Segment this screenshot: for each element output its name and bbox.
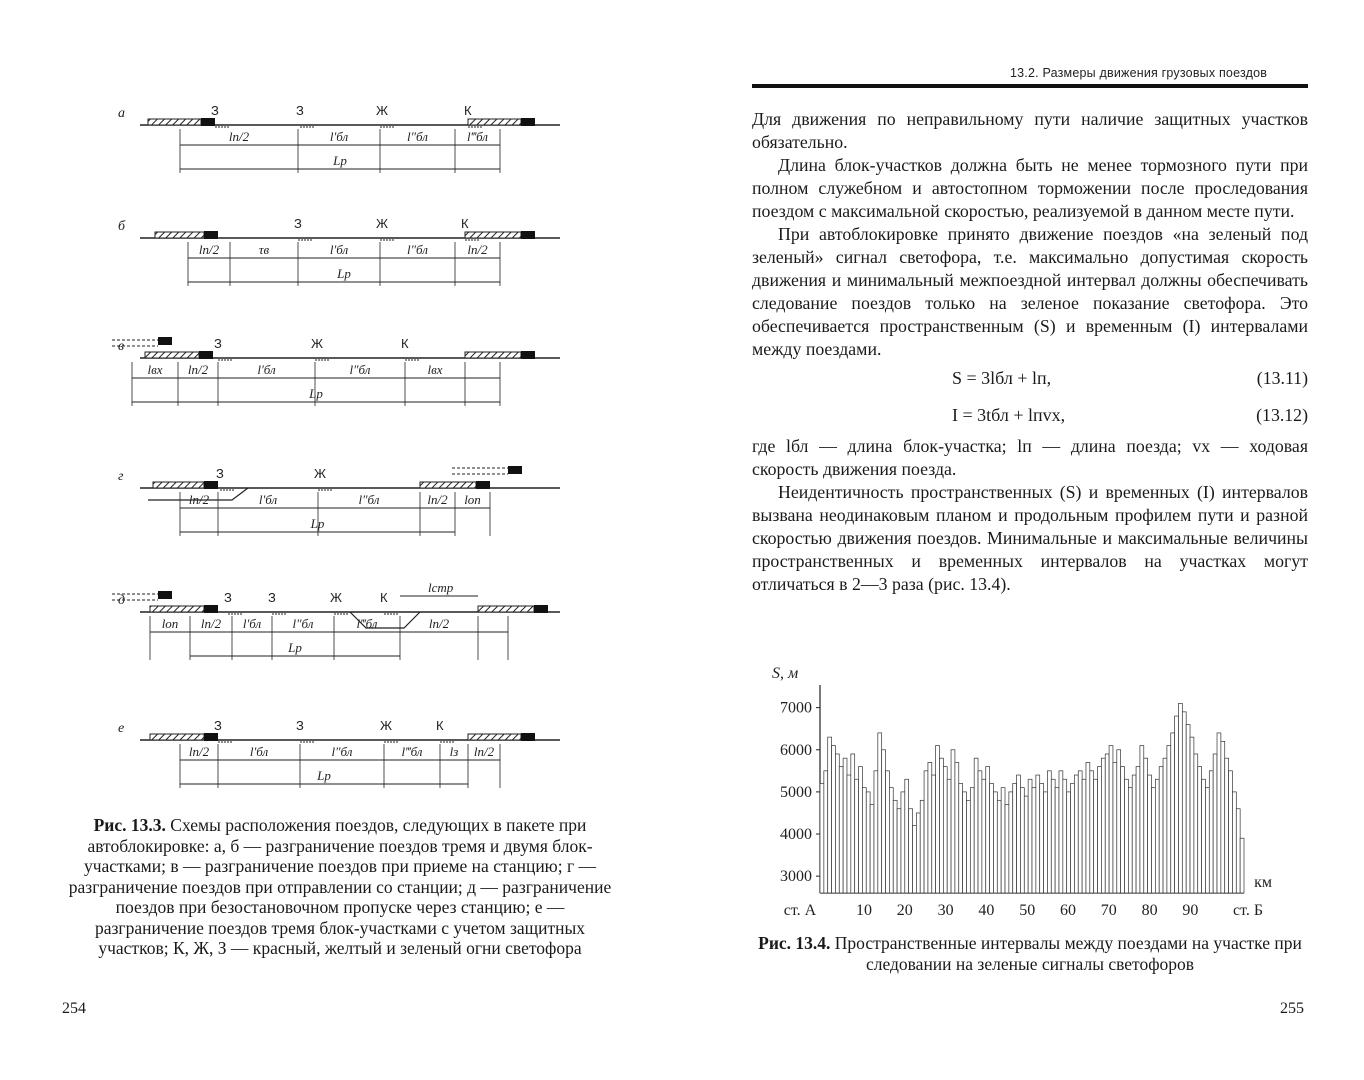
bar — [1067, 792, 1071, 893]
train-body — [145, 352, 199, 358]
segment-label: lп/2 — [188, 744, 210, 759]
bar — [1175, 716, 1179, 893]
bar — [1090, 771, 1094, 893]
train-body — [148, 119, 201, 125]
x-end-label: ст. Б — [1232, 902, 1264, 919]
figure-13-4-caption — [752, 933, 1308, 975]
bar — [859, 767, 863, 893]
x-tick-label: 40 — [978, 902, 995, 919]
bar — [839, 767, 843, 893]
bar — [1163, 758, 1167, 893]
bar — [1005, 805, 1009, 893]
bar — [997, 800, 1001, 893]
diagram-row-5 — [112, 580, 560, 660]
diagram-row-2 — [118, 216, 560, 286]
bar — [1086, 762, 1090, 893]
signal-label: З — [268, 590, 276, 605]
signal-label: К — [436, 718, 444, 733]
train-body — [150, 734, 204, 740]
bar — [1125, 779, 1129, 893]
bar — [1167, 746, 1171, 893]
bar — [1202, 779, 1206, 893]
signal-label: З — [294, 216, 302, 231]
paragraph-1: Для движения по неправильному пути наличие защитных участков обязательно. — [752, 109, 1308, 152]
bar — [955, 762, 959, 893]
signal-label: Ж — [330, 590, 343, 605]
bar — [982, 779, 986, 893]
bar — [1240, 838, 1244, 893]
bar — [828, 737, 832, 893]
figure-13-4-text: Пространственные интервалы между поездами на участке при следовании на зеленые сигналы светофоров — [830, 933, 1302, 974]
locomotive — [204, 231, 218, 239]
signal-label: К — [401, 336, 409, 351]
paragraph-3: При автоблокировке принято движение поездов «на зеленый под зеленый» сигнал светофора, т.е. максимально допустимая скорость движения и минимальный межпоездной интервал должны обеспечивать следование поездов только на зеленое показание светофора. Это обеспечивается пространственным (S) и временным (I) интервалами между поездами. — [752, 224, 1308, 359]
bar — [951, 750, 955, 893]
segment-label: l″бл — [358, 492, 380, 507]
x-tick-label: 70 — [1100, 902, 1117, 919]
running-head: 13.2. Размеры движения грузовых поездов — [1010, 66, 1268, 80]
x-tick-label: 50 — [1019, 902, 1036, 919]
segment-label: τв — [258, 242, 270, 257]
bar — [870, 805, 874, 893]
bar — [1036, 775, 1040, 893]
bar — [1113, 762, 1117, 893]
bar — [1217, 733, 1221, 893]
signal-label: Ж — [380, 718, 393, 733]
bar — [932, 775, 936, 893]
signal-label: Ж — [311, 336, 324, 351]
bar — [886, 771, 890, 893]
segment-label: lп/2 — [198, 242, 220, 257]
segment-label: lп/2 — [473, 744, 495, 759]
bar — [939, 758, 943, 893]
bar — [1071, 783, 1075, 893]
bar — [916, 813, 920, 893]
bar — [970, 788, 974, 893]
bar — [1155, 779, 1159, 893]
bar — [1055, 788, 1059, 893]
bar — [1205, 788, 1209, 893]
equation-13-11-formula: S = 3lбл + lп, — [952, 368, 1052, 388]
segment-label: lп/2 — [228, 129, 250, 144]
signal-label: К — [464, 103, 472, 118]
bar — [1128, 788, 1132, 893]
y-tick-label: 6000 — [780, 741, 812, 759]
page-number-right: 255 — [1280, 1000, 1304, 1017]
segment-label: l″бл — [407, 242, 428, 257]
bar — [893, 800, 897, 893]
figure-13-4-label: Рис. 13.4. — [758, 933, 831, 953]
signal-label: Ж — [376, 103, 389, 118]
bar — [878, 733, 882, 893]
train-body — [465, 352, 521, 358]
segment-label: lп/2 — [200, 616, 222, 631]
equation-13-11 — [752, 361, 1308, 398]
arriving-locomotive — [158, 337, 172, 345]
segment-label: lз — [449, 744, 459, 759]
bar — [1144, 758, 1148, 893]
segment-label: lп/2 — [428, 616, 450, 631]
segment-label: lп/2 — [467, 242, 488, 257]
segment-label: l‴бл — [467, 129, 488, 144]
locomotive — [204, 481, 218, 489]
train-diagrams — [0, 0, 682, 810]
segment-label: lоп — [161, 616, 179, 631]
bar — [943, 767, 947, 893]
bar — [924, 771, 928, 893]
bar — [1194, 754, 1198, 893]
diagram-row-6 — [118, 718, 560, 788]
bar — [974, 758, 978, 893]
diagram-row-letter: в — [118, 339, 125, 354]
bar — [1198, 767, 1202, 893]
bar — [1236, 809, 1240, 893]
header-rule — [752, 84, 1308, 88]
bar — [1098, 767, 1102, 893]
segment-label: lп/2 — [188, 492, 210, 507]
segment-label: l″бл — [349, 362, 371, 377]
bar — [909, 809, 913, 893]
bar — [901, 792, 905, 893]
bar — [1063, 779, 1067, 893]
departing-locomotive — [508, 466, 522, 474]
segment-label: l″бл — [407, 129, 428, 144]
signal-label: З — [296, 103, 304, 118]
bar — [1105, 754, 1109, 893]
diagram-row-letter: б — [118, 219, 126, 234]
signal-label: З — [296, 718, 304, 733]
locomotive — [521, 231, 535, 239]
bar — [1094, 779, 1098, 893]
bar — [1186, 724, 1190, 893]
bar — [1140, 746, 1144, 893]
segment-label: l′бл — [257, 362, 276, 377]
segment-label: lвх — [427, 362, 443, 377]
x-tick-label: 10 — [856, 902, 872, 919]
x-tick-label: 60 — [1060, 902, 1076, 919]
signal-label: З — [214, 718, 222, 733]
signal-label: Ж — [376, 216, 389, 231]
paragraph-2: Длина блок-участков должна быть не менее тормозного пути при полном служебном и автостопном торможении после проследования поездом с максимальной скоростью, реализуемой в данном месте пути. — [752, 155, 1308, 221]
bar — [862, 788, 866, 893]
bar — [1121, 767, 1125, 893]
segment-label: l″бл — [292, 616, 314, 631]
page-number-left: 254 — [62, 1000, 86, 1017]
signal-label: З — [224, 590, 232, 605]
segment-label: l′бл — [242, 616, 262, 631]
figure-13-3-caption — [60, 815, 620, 959]
bar — [1190, 737, 1194, 893]
equation-13-12-formula: I = 3tбл + lпvх, — [952, 405, 1066, 425]
bar — [1151, 788, 1155, 893]
bar — [824, 771, 828, 893]
bar — [1213, 754, 1217, 893]
locomotive — [201, 118, 215, 126]
train-body — [468, 734, 521, 740]
bar — [1024, 796, 1028, 893]
segment-label: lоп — [464, 492, 481, 507]
bar — [1013, 783, 1017, 893]
bar — [1020, 788, 1024, 893]
train-body — [153, 482, 204, 488]
bar — [820, 783, 824, 893]
segment-label: l′бл — [249, 744, 269, 759]
bar — [855, 779, 859, 893]
bar — [1047, 771, 1051, 893]
bar — [990, 783, 994, 893]
segment-label: l‴бл — [401, 744, 423, 759]
locomotive — [204, 733, 218, 741]
diagram-row-4 — [118, 466, 560, 536]
diagram-row-letter: е — [118, 721, 125, 736]
equation-13-11-number: (13.11) — [1256, 368, 1308, 388]
train-body — [465, 232, 521, 238]
bar — [1148, 775, 1152, 893]
bar — [1221, 741, 1225, 893]
locomotive — [521, 733, 535, 741]
bar — [905, 779, 909, 893]
bar — [913, 826, 917, 893]
bar — [1044, 792, 1048, 893]
train-body — [150, 606, 204, 612]
bar — [993, 792, 997, 893]
bar — [1109, 746, 1113, 893]
locomotive — [521, 351, 535, 359]
bar — [874, 771, 878, 893]
signal-label: З — [216, 466, 224, 481]
bar — [1225, 758, 1229, 893]
bar — [947, 779, 951, 893]
bar — [1117, 750, 1121, 893]
total-length-label: Lр — [333, 153, 347, 168]
bar — [1051, 779, 1055, 893]
y-tick-label: 7000 — [780, 699, 812, 717]
bar — [1078, 771, 1082, 893]
train-body — [468, 119, 521, 125]
train-body — [155, 232, 204, 238]
bar — [1028, 779, 1032, 893]
bar — [920, 800, 924, 893]
segment-label: l‴бл — [356, 616, 378, 631]
where-definitions: где lбл — длина блок-участка; lп — длина поезда; vх — ходовая скорость движения поезда. — [752, 436, 1308, 479]
locomotive — [521, 118, 535, 126]
figure-13-3-label: Рис. 13.3. — [93, 815, 166, 835]
locomotive — [476, 481, 490, 489]
extra-dimension-label: lстр — [428, 580, 454, 595]
segment-label: l′бл — [258, 492, 278, 507]
bar — [1059, 771, 1063, 893]
bar — [882, 750, 886, 893]
x-tick-label: 90 — [1182, 902, 1199, 919]
bar — [1132, 775, 1136, 893]
signal-label: К — [461, 216, 469, 231]
bar — [1001, 788, 1005, 893]
bar — [1032, 788, 1036, 893]
total-length-label: Lр — [317, 768, 331, 783]
bar — [866, 792, 870, 893]
signal-label: К — [380, 590, 388, 605]
diagram-row-3 — [112, 336, 560, 406]
train-body — [478, 606, 534, 612]
bar — [1101, 758, 1105, 893]
bar — [978, 771, 982, 893]
bar — [889, 788, 893, 893]
equation-13-12-number: (13.12) — [1256, 405, 1308, 425]
figure-13-3-text: Схемы расположения поездов, следующих в пакете при автоблокировке: а, б — разграничение поездов тремя и двумя блок-участками; в — разграничение поездов при приеме на станцию; г — разграничение поездов при отправлении со станции; д — разграничение поездов при безостановочном пропуске через станцию; е — разграничение поездов тремя блок-участками с учетом защитных участков; К, Ж, З — красный, желтый и зеленый огни светофора — [68, 815, 612, 958]
bar — [1009, 792, 1013, 893]
segment-label: lп/2 — [187, 362, 209, 377]
signal-label: З — [214, 336, 222, 351]
x-axis-label: км — [1254, 874, 1272, 891]
bar — [1074, 775, 1078, 893]
diagram-row-letter: г — [118, 469, 124, 484]
x-tick-label: 80 — [1141, 902, 1158, 919]
bar — [936, 746, 940, 893]
bar — [959, 783, 963, 893]
bar — [851, 754, 855, 893]
arriving-locomotive — [158, 591, 172, 599]
bar — [986, 767, 990, 893]
paragraph-4: Неидентичность пространственных (S) и временных (I) интервалов вызвана неодинаковым планом и продольным профилем пути и разной скоростью движения поездов. Минимальные и максимальные величины пространственных и временных интервалов на участках могут отличаться в 2—3 раза (рис. 13.4). — [752, 482, 1308, 594]
x-start-label: ст. А — [783, 902, 817, 919]
segment-label: l′бл — [329, 242, 349, 257]
x-tick-label: 30 — [937, 902, 954, 919]
y-axis-label: S, м — [772, 665, 799, 682]
locomotive — [199, 351, 213, 359]
x-tick-label: 20 — [896, 902, 913, 919]
diagram-row-letter: д — [118, 593, 126, 608]
interval-chart — [752, 650, 1292, 930]
equation-13-12 — [752, 398, 1308, 435]
segment-label: l″бл — [331, 744, 353, 759]
bar — [1017, 775, 1021, 893]
y-tick-label: 4000 — [780, 826, 812, 844]
signal-label: Ж — [314, 466, 327, 481]
total-length-label: Lр — [310, 516, 325, 531]
bar — [843, 758, 847, 893]
total-length-label: Lр — [288, 640, 302, 655]
locomotive — [534, 605, 548, 613]
locomotive — [204, 605, 218, 613]
bar — [1232, 792, 1236, 893]
bar — [832, 746, 836, 893]
bar — [1136, 767, 1140, 893]
bar — [1159, 767, 1163, 893]
bar — [966, 800, 970, 893]
total-length-label: Lр — [337, 266, 351, 281]
total-length-label: Lр — [309, 386, 323, 401]
train-body — [420, 482, 476, 488]
bar — [1229, 771, 1233, 893]
bar — [1182, 712, 1186, 893]
bar — [1171, 733, 1175, 893]
bar — [897, 809, 901, 893]
segment-label: lп/2 — [427, 492, 448, 507]
segment-label: lвх — [147, 362, 163, 377]
segment-label: l′бл — [329, 129, 349, 144]
bar — [1082, 779, 1086, 893]
signal-label: З — [211, 103, 219, 118]
bar — [1040, 783, 1044, 893]
bar — [1209, 771, 1213, 893]
body-text — [752, 108, 1308, 596]
bar — [847, 775, 851, 893]
bar — [1178, 703, 1182, 893]
bar — [928, 762, 932, 893]
bar — [963, 792, 967, 893]
diagram-row-1 — [118, 103, 560, 173]
bar — [835, 754, 839, 893]
y-tick-label: 5000 — [780, 783, 812, 801]
diagram-row-letter: а — [118, 106, 125, 121]
y-tick-label: 3000 — [780, 868, 812, 886]
